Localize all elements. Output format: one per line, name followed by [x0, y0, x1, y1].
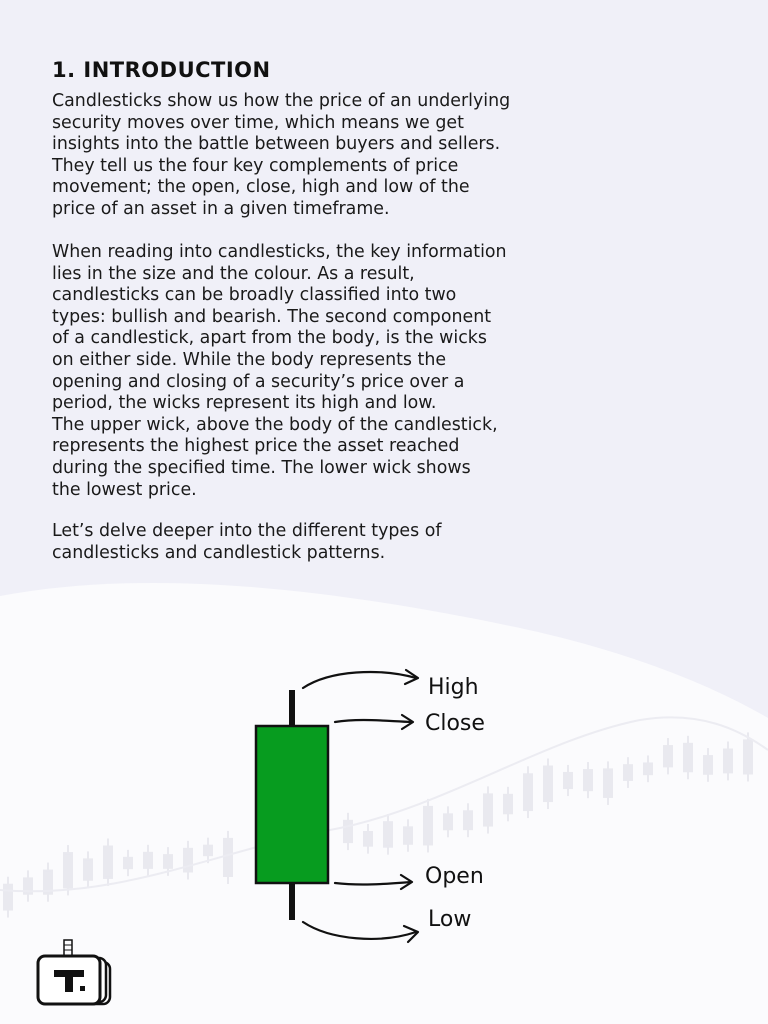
background-candle-body	[224, 839, 232, 876]
candlestick-diagram	[0, 600, 768, 1024]
text-line: types: bullish and bearish. The second component	[52, 306, 492, 327]
background-candle-body	[104, 846, 112, 877]
text-line: When reading into candlesticks, the key information	[52, 242, 507, 262]
background-candle-body	[464, 811, 472, 829]
background-candle-body	[4, 885, 12, 910]
background-candle-body	[684, 744, 692, 771]
background-candle-body	[644, 763, 652, 774]
text-line: insights into the battle between buyers and sellers.	[52, 134, 501, 155]
low-arrow	[303, 922, 416, 939]
background-candle-body	[504, 795, 512, 814]
text-line: Candlesticks show us how the price of an underlying	[52, 91, 511, 111]
text-line: Let’s delve deeper into the different types of	[52, 521, 442, 541]
intro-paragraph-1	[52, 91, 732, 221]
intro-paragraph-2	[52, 242, 732, 501]
background-candle-body	[524, 774, 532, 810]
text-line: on either side. While the body represents the	[52, 349, 447, 370]
background-candle-body	[64, 853, 72, 887]
label-close: Close	[425, 711, 485, 736]
background-candle-body	[204, 846, 212, 856]
background-candle-body	[444, 814, 452, 829]
text-line: represents the highest price the asset reached	[52, 436, 460, 457]
background-candle-body	[704, 756, 712, 774]
text-line: the lowest price.	[52, 479, 197, 500]
background-candle-body	[404, 827, 412, 843]
text-line: candlesticks and candlestick patterns.	[52, 542, 386, 563]
background-candle-body	[544, 767, 552, 802]
text-line: security moves over time, which means we get	[52, 112, 464, 133]
text-line: lies in the size and the colour. As a result,	[52, 263, 415, 284]
text-line: opening and closing of a security’s price over a	[52, 371, 465, 392]
background-candle-body	[624, 765, 632, 780]
background-trend-curve	[0, 717, 768, 891]
candle-body	[256, 726, 328, 883]
background-candle-body	[724, 749, 732, 772]
label-open: Open	[425, 864, 484, 889]
background-candle-body	[124, 858, 132, 868]
text-line: They tell us the four key complements of price	[52, 155, 459, 176]
open-arrow	[335, 882, 411, 885]
tickertape-logo-icon	[38, 940, 110, 1004]
background-candlestick-pattern	[4, 732, 752, 917]
background-candle-body	[144, 853, 152, 868]
background-candle-body	[484, 794, 492, 825]
background-candle-body	[564, 773, 572, 788]
background-candle-body	[424, 807, 432, 845]
background-candle-body	[364, 832, 372, 846]
background-candle-body	[604, 769, 612, 797]
background-candle-body	[664, 746, 672, 766]
background-candle-body	[344, 821, 352, 842]
text-line: movement; the open, close, high and low of the	[52, 177, 470, 198]
text-line: during the specified time. The lower wick shows	[52, 457, 471, 478]
label-low: Low	[428, 907, 472, 932]
text-line: period, the wicks represent its high and low.	[52, 393, 437, 414]
high-arrow	[303, 672, 416, 688]
intro-paragraph-3	[52, 521, 732, 564]
background-candle-body	[744, 740, 752, 773]
background-candle-body	[384, 822, 392, 847]
text-line: of a candlestick, apart from the body, is the wicks	[52, 328, 487, 349]
background-candle-body	[584, 770, 592, 790]
background-candle-body	[184, 849, 192, 872]
text-line: The upper wick, above the body of the candlestick,	[52, 414, 498, 435]
text-line: price of an asset in a given timeframe.	[52, 198, 390, 219]
close-arrow	[335, 720, 412, 722]
section-heading: 1. INTRODUCTION	[52, 58, 271, 82]
background-candle-body	[164, 855, 172, 868]
background-candle-body	[84, 859, 92, 879]
text-line: candlesticks can be broadly classified into two	[52, 285, 457, 306]
label-high: High	[428, 675, 479, 700]
